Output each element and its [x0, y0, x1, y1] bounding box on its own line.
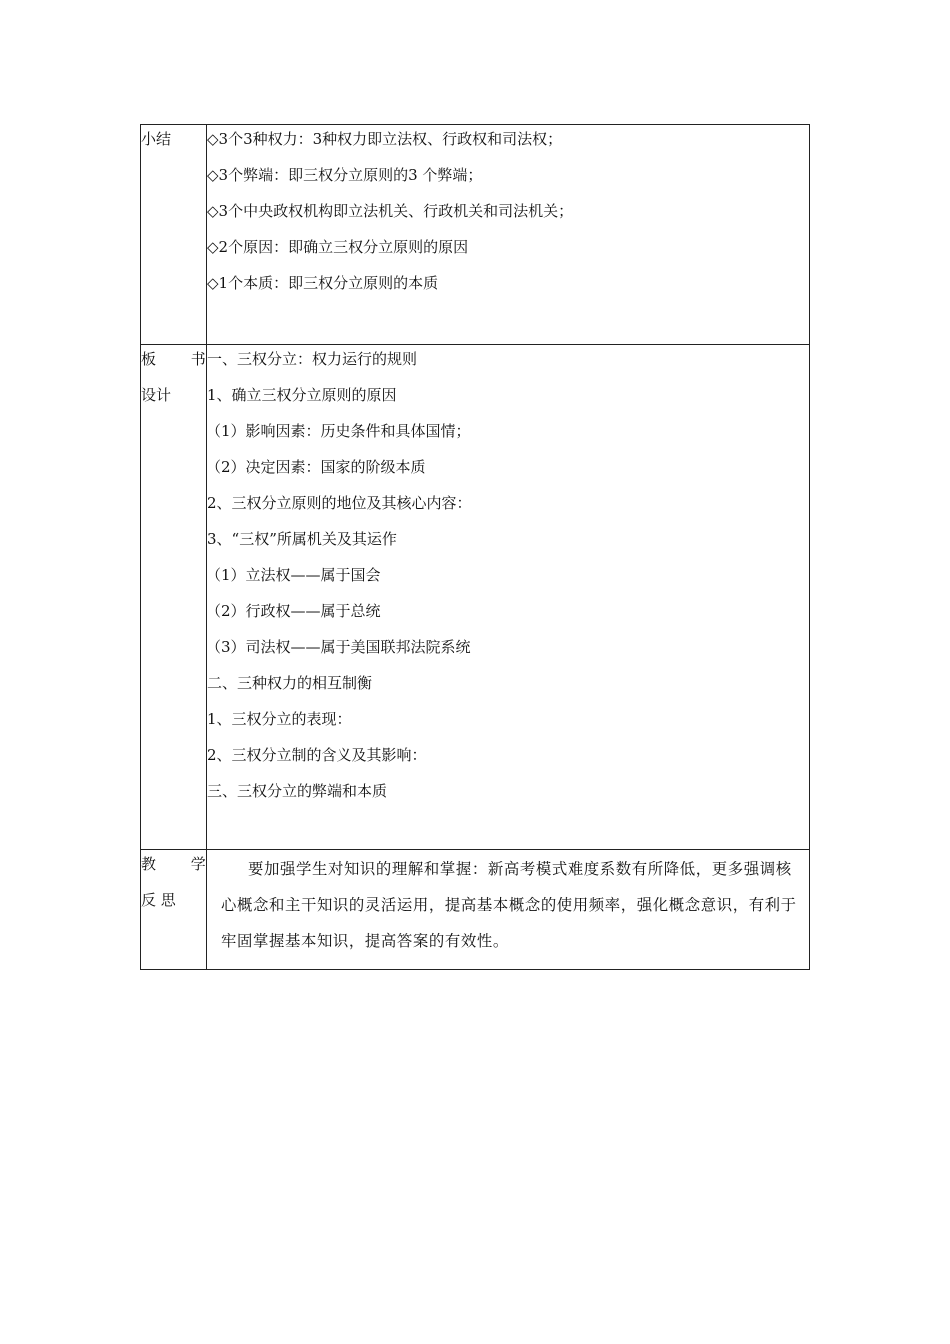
summary-item: ◇3个中央政权机构即立法机关、行政机关和司法机关；: [207, 202, 574, 220]
summary-item: ◇3个弊端：即三权分立原则的3 个弊端；: [207, 166, 483, 184]
reflection-content-cell: [207, 850, 810, 970]
board-line: 1、三权分立的表现：: [207, 710, 352, 728]
board-line: （1）影响因素：历史条件和具体国情；: [206, 422, 471, 440]
summary-item: ◇2个原因：即确立三权分立原则的原因: [207, 238, 469, 256]
reflection-label-cell: [141, 850, 221, 970]
board-line: 三、三权分立的弊端和本质: [207, 782, 388, 800]
board-line: 1、确立三权分立原则的原因: [207, 386, 397, 404]
summary-content-cell: [207, 125, 810, 345]
reflection-label-line2: 反 思: [141, 891, 176, 909]
reflection-row: [141, 850, 810, 970]
board-design-row: [141, 345, 810, 850]
board-line: （1）立法权——属于国会: [206, 566, 381, 584]
board-line: （3）司法权——属于美国联邦法院系统: [206, 638, 471, 656]
summary-label: 小结: [141, 130, 172, 148]
board-line: 3、“三权”所属机关及其运作: [207, 530, 397, 548]
board-label-cell: [141, 345, 221, 850]
board-label-line2: 设计: [141, 386, 172, 404]
board-line: 2、三权分立原则的地位及其核心内容：: [207, 494, 472, 512]
board-line: 一、三权分立：权力运行的规则: [207, 350, 418, 368]
reflection-text: 要加强学生对知识的理解和掌握：新高考模式难度系数有所降低，更多强调核心概念和主干知识的灵活运用，提高基本概念的使用频率，强化概念意识，有利于牢固掌握基本知识，提高答案的有效性。: [221, 860, 797, 950]
summary-item: ◇1个本质：即三权分立原则的本质: [207, 274, 439, 292]
board-line: （2）行政权——属于总统: [206, 602, 381, 620]
board-line: （2）决定因素：国家的阶级本质: [206, 458, 426, 476]
board-line: 2、三权分立制的含义及其影响：: [207, 746, 427, 764]
summary-label-cell: [141, 125, 207, 345]
lesson-table: [140, 124, 810, 970]
summary-row: [141, 125, 810, 345]
board-label-line1: 板 书: [141, 350, 221, 368]
summary-item: ◇3个3种权力：3种权力即立法权、行政权和司法权；: [207, 130, 563, 148]
board-line: 二、三种权力的相互制衡: [207, 674, 373, 692]
reflection-label-line1: 教 学: [141, 855, 221, 873]
board-content-cell: [207, 345, 810, 850]
